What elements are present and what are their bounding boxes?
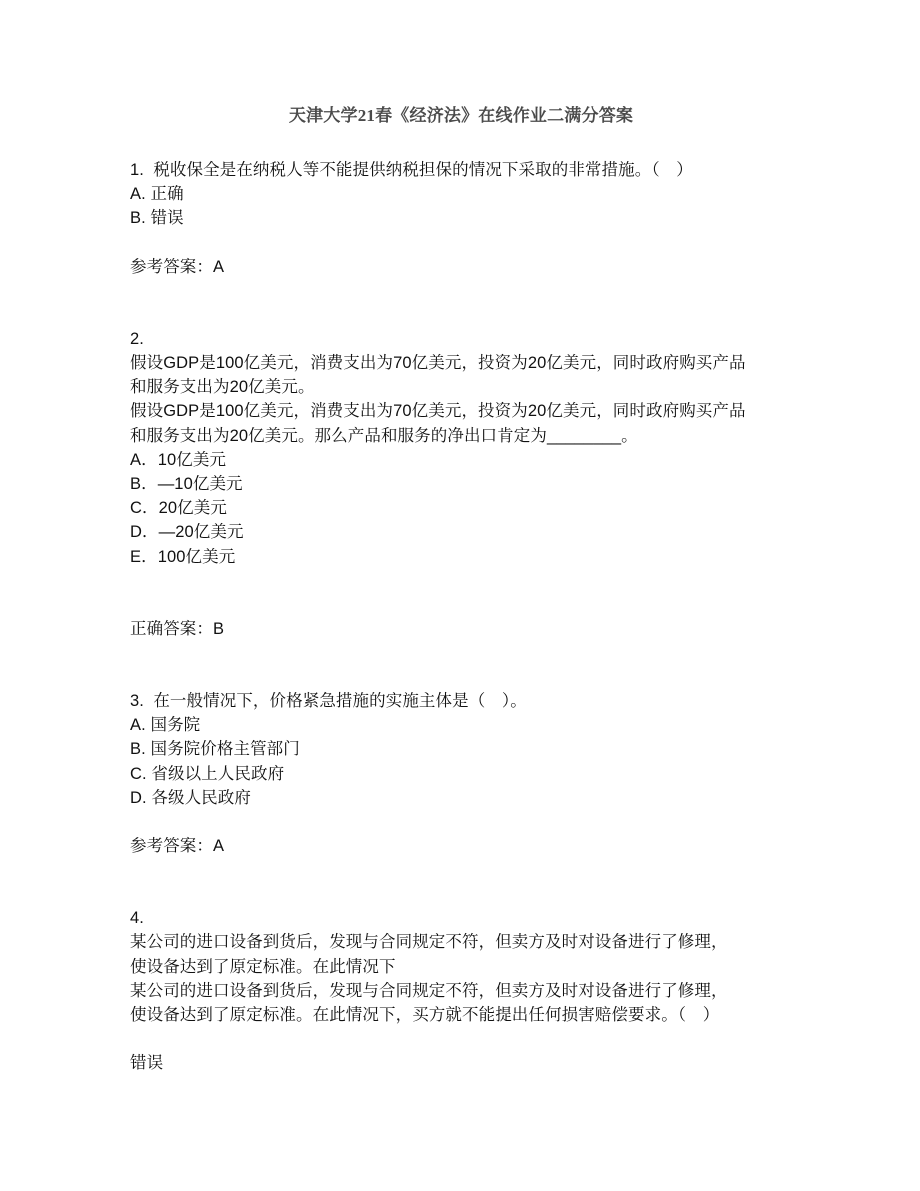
- spacer: [130, 810, 792, 834]
- question-2-option-b[interactable]: B．—10亿美元: [130, 475, 243, 494]
- question-2-option-c[interactable]: C．20亿美元: [130, 499, 227, 518]
- question-3-option-d[interactable]: D. 各级人民政府: [130, 788, 251, 807]
- question-4-stem-line-2: 使设备达到了原定标准。在此情况下: [130, 957, 396, 976]
- question-block-2: [130, 327, 792, 641]
- question-3-option-a[interactable]: A. 国务院: [130, 716, 201, 735]
- question-2-option-a[interactable]: A．10亿美元: [130, 450, 227, 469]
- document-body: [130, 104, 792, 1075]
- spacer: [130, 279, 792, 327]
- question-3-answer: 参考答案：A: [130, 837, 225, 856]
- question-4-number: 4.: [130, 909, 144, 928]
- spacer: [130, 641, 792, 689]
- question-2-stem-line-3: 假设GDP是100亿美元，消费支出为70亿美元，投资为20亿美元，同时政府购买产品: [130, 402, 746, 421]
- question-4-stem-line-3: 某公司的进口设备到货后，发现与合同规定不符，但卖方及时对设备进行了修理，: [130, 981, 728, 1000]
- spacer: [130, 569, 792, 617]
- question-3-option-c[interactable]: C. 省级以上人民政府: [130, 764, 285, 783]
- spacer: [130, 1027, 792, 1051]
- question-4-stem-line-4: 使设备达到了原定标准。在此情况下，买方就不能提出任何损害赔偿要求。（ ）: [130, 1006, 720, 1025]
- question-2-answer: 正确答案：B: [130, 619, 225, 638]
- page-title: 天津大学21春《经济法》在线作业二满分答案: [288, 106, 634, 125]
- question-2-stem-line-1: 假设GDP是100亿美元，消费支出为70亿美元，投资为20亿美元，同时政府购买产品: [130, 354, 746, 373]
- question-block-3: [130, 689, 792, 858]
- question-1-option-b[interactable]: B. 错误: [130, 209, 184, 228]
- spacer: [130, 858, 792, 906]
- question-4-answer: 错误: [130, 1054, 164, 1073]
- question-2-option-e[interactable]: E．100亿美元: [130, 547, 236, 566]
- question-1-answer: 参考答案：A: [130, 257, 225, 276]
- question-1-stem: 1. 税收保全是在纳税人等不能提供纳税担保的情况下采取的非常措施。（ ）: [130, 161, 693, 179]
- question-block-1: [130, 158, 792, 279]
- question-2-number: 2.: [130, 329, 144, 348]
- question-3-option-b[interactable]: B. 国务院价格主管部门: [130, 740, 300, 759]
- question-4-stem-line-1: 某公司的进口设备到货后，发现与合同规定不符，但卖方及时对设备进行了修理，: [130, 933, 728, 952]
- question-2-stem-line-2: 和服务支出为20亿美元。: [130, 378, 315, 397]
- question-3-stem: 3. 在一般情况下，价格紧急措施的实施主体是（ ）。: [130, 692, 527, 711]
- question-1-option-a[interactable]: A. 正确: [130, 185, 184, 204]
- question-2-stem-line-4: 和服务支出为20亿美元。那么产品和服务的净出口肯定为________。: [130, 426, 638, 445]
- question-block-4: [130, 906, 792, 1075]
- question-2-option-d[interactable]: D．—20亿美元: [130, 523, 244, 542]
- title-spacer: [130, 128, 792, 158]
- spacer: [130, 231, 792, 255]
